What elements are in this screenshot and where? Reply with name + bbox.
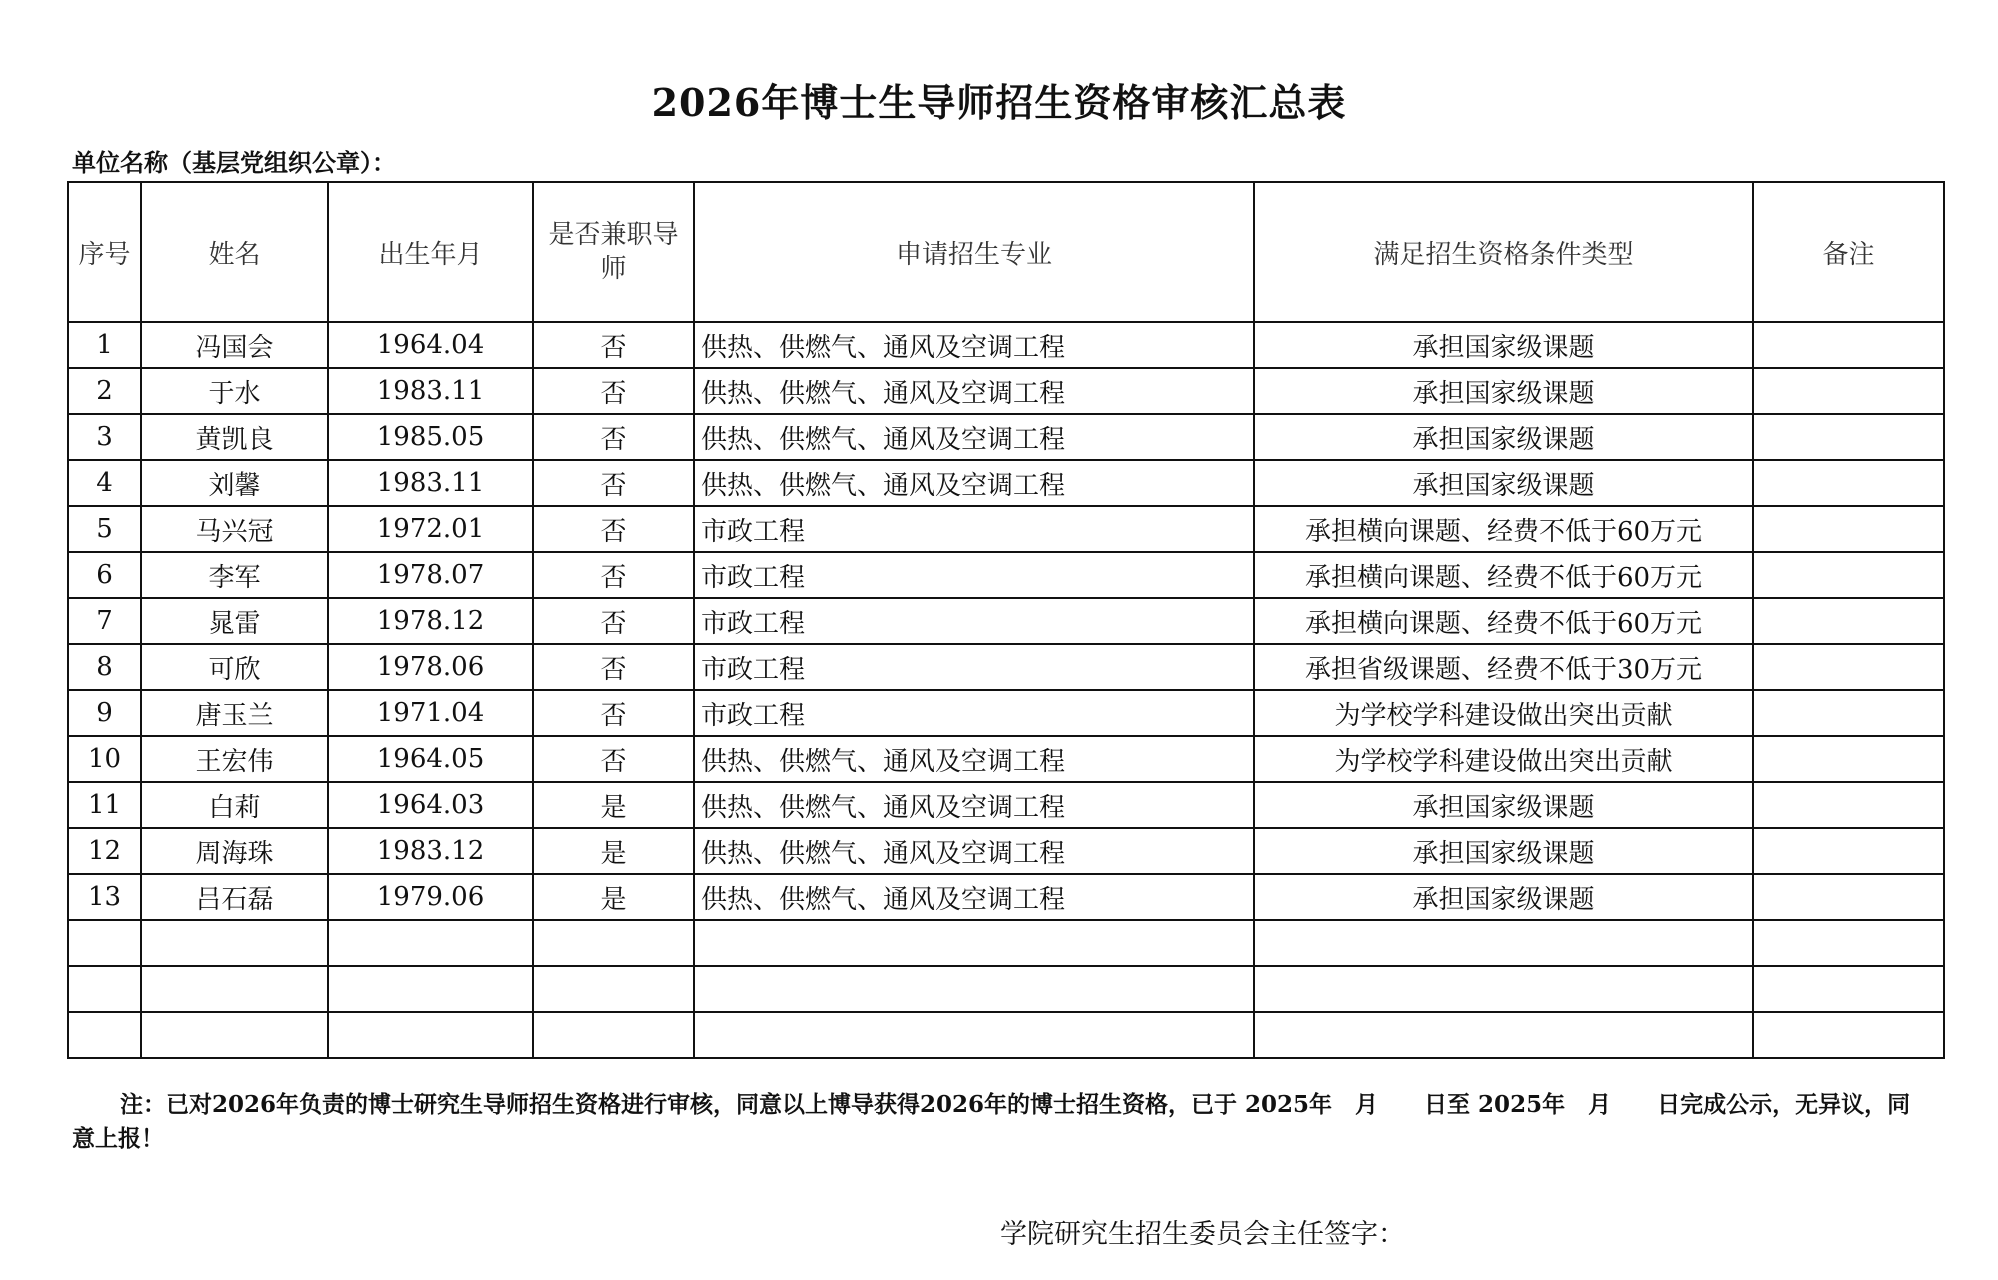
cell-condition: 承担省级课题、经费不低于30万元 bbox=[1254, 644, 1753, 690]
header-condition: 满足招生资格条件类型 bbox=[1254, 182, 1753, 322]
header-birth: 出生年月 bbox=[328, 182, 533, 322]
cell-birth: 1978.12 bbox=[328, 598, 533, 644]
cell-part-time bbox=[533, 1012, 694, 1058]
cell-part-time: 是 bbox=[533, 828, 694, 874]
table-row bbox=[68, 322, 1944, 368]
table-header bbox=[68, 182, 1944, 322]
cell-condition bbox=[1254, 1012, 1753, 1058]
cell-birth: 1978.07 bbox=[328, 552, 533, 598]
cell-index: 4 bbox=[68, 460, 141, 506]
cell-index: 1 bbox=[68, 322, 141, 368]
cell-major: 市政工程 bbox=[694, 598, 1254, 644]
cell-remark bbox=[1753, 644, 1944, 690]
cell-name: 刘馨 bbox=[141, 460, 328, 506]
cell-major: 供热、供燃气、通风及空调工程 bbox=[694, 322, 1254, 368]
cell-name: 王宏伟 bbox=[141, 736, 328, 782]
cell-major: 供热、供燃气、通风及空调工程 bbox=[694, 828, 1254, 874]
cell-name: 李军 bbox=[141, 552, 328, 598]
cell-condition: 承担横向课题、经费不低于60万元 bbox=[1254, 598, 1753, 644]
cell-index: 5 bbox=[68, 506, 141, 552]
table-row bbox=[68, 828, 1944, 874]
cell-condition bbox=[1254, 920, 1753, 966]
cell-birth bbox=[328, 966, 533, 1012]
cell-name bbox=[141, 920, 328, 966]
cell-remark bbox=[1753, 506, 1944, 552]
table-row bbox=[68, 506, 1944, 552]
table-row bbox=[68, 690, 1944, 736]
qualification-summary-table bbox=[67, 181, 1945, 1059]
cell-birth: 1979.06 bbox=[328, 874, 533, 920]
cell-major: 供热、供燃气、通风及空调工程 bbox=[694, 874, 1254, 920]
cell-birth: 1985.05 bbox=[328, 414, 533, 460]
cell-part-time: 否 bbox=[533, 414, 694, 460]
table-row bbox=[68, 920, 1944, 966]
cell-part-time: 否 bbox=[533, 460, 694, 506]
cell-birth: 1983.11 bbox=[328, 460, 533, 506]
cell-part-time: 是 bbox=[533, 874, 694, 920]
cell-index: 10 bbox=[68, 736, 141, 782]
cell-condition: 为学校学科建设做出突出贡献 bbox=[1254, 736, 1753, 782]
cell-condition: 承担国家级课题 bbox=[1254, 828, 1753, 874]
cell-birth: 1972.01 bbox=[328, 506, 533, 552]
header-remark: 备注 bbox=[1753, 182, 1944, 322]
cell-condition: 承担国家级课题 bbox=[1254, 782, 1753, 828]
cell-index: 8 bbox=[68, 644, 141, 690]
cell-part-time: 否 bbox=[533, 552, 694, 598]
cell-index: 13 bbox=[68, 874, 141, 920]
cell-part-time: 否 bbox=[533, 736, 694, 782]
cell-remark bbox=[1753, 966, 1944, 1012]
cell-major: 供热、供燃气、通风及空调工程 bbox=[694, 460, 1254, 506]
cell-index bbox=[68, 966, 141, 1012]
cell-remark bbox=[1753, 1012, 1944, 1058]
cell-major: 市政工程 bbox=[694, 506, 1254, 552]
cell-name: 于水 bbox=[141, 368, 328, 414]
cell-birth: 1964.03 bbox=[328, 782, 533, 828]
cell-part-time: 否 bbox=[533, 506, 694, 552]
cell-major: 市政工程 bbox=[694, 552, 1254, 598]
cell-remark bbox=[1753, 874, 1944, 920]
table-row bbox=[68, 460, 1944, 506]
cell-remark bbox=[1753, 322, 1944, 368]
cell-name: 马兴冠 bbox=[141, 506, 328, 552]
cell-index bbox=[68, 920, 141, 966]
cell-name: 黄凯良 bbox=[141, 414, 328, 460]
cell-condition: 承担横向课题、经费不低于60万元 bbox=[1254, 552, 1753, 598]
cell-major: 供热、供燃气、通风及空调工程 bbox=[694, 782, 1254, 828]
cell-remark bbox=[1753, 690, 1944, 736]
cell-index: 12 bbox=[68, 828, 141, 874]
cell-index: 11 bbox=[68, 782, 141, 828]
cell-index: 3 bbox=[68, 414, 141, 460]
cell-birth: 1978.06 bbox=[328, 644, 533, 690]
cell-birth: 1983.12 bbox=[328, 828, 533, 874]
table-row bbox=[68, 874, 1944, 920]
document-title: 2026年博士生导师招生资格审核汇总表 bbox=[651, 80, 1347, 125]
table-row bbox=[68, 1012, 1944, 1058]
cell-condition: 承担国家级课题 bbox=[1254, 414, 1753, 460]
cell-index bbox=[68, 1012, 141, 1058]
cell-condition: 承担横向课题、经费不低于60万元 bbox=[1254, 506, 1753, 552]
cell-name bbox=[141, 966, 328, 1012]
table-row bbox=[68, 414, 1944, 460]
cell-major bbox=[694, 1012, 1254, 1058]
cell-name: 吕石磊 bbox=[141, 874, 328, 920]
cell-remark bbox=[1753, 414, 1944, 460]
cell-remark bbox=[1753, 828, 1944, 874]
cell-remark bbox=[1753, 552, 1944, 598]
table-body bbox=[68, 322, 1944, 1058]
cell-remark bbox=[1753, 598, 1944, 644]
header-name: 姓名 bbox=[141, 182, 328, 322]
header-row bbox=[68, 182, 1944, 322]
cell-part-time: 否 bbox=[533, 690, 694, 736]
cell-part-time bbox=[533, 920, 694, 966]
cell-remark bbox=[1753, 368, 1944, 414]
cell-part-time: 否 bbox=[533, 644, 694, 690]
approval-note: 注：已对2026年负责的博士研究生导师招生资格进行审核，同意以上博导获得2026年的博士招生资格，已于 2025年 月 日至 2025年 月 日完成公示，无异议，同意上报！ bbox=[72, 1091, 1911, 1152]
cell-birth: 1964.04 bbox=[328, 322, 533, 368]
header-index: 序号 bbox=[68, 182, 141, 322]
cell-major: 供热、供燃气、通风及空调工程 bbox=[694, 368, 1254, 414]
cell-birth: 1971.04 bbox=[328, 690, 533, 736]
cell-remark bbox=[1753, 736, 1944, 782]
cell-name: 晁雷 bbox=[141, 598, 328, 644]
table-row bbox=[68, 644, 1944, 690]
cell-name bbox=[141, 1012, 328, 1058]
cell-part-time: 否 bbox=[533, 368, 694, 414]
table-row bbox=[68, 598, 1944, 644]
table-row bbox=[68, 736, 1944, 782]
cell-condition: 承担国家级课题 bbox=[1254, 368, 1753, 414]
cell-index: 9 bbox=[68, 690, 141, 736]
cell-part-time bbox=[533, 966, 694, 1012]
cell-name: 白莉 bbox=[141, 782, 328, 828]
cell-part-time: 否 bbox=[533, 598, 694, 644]
cell-condition: 承担国家级课题 bbox=[1254, 322, 1753, 368]
cell-major: 市政工程 bbox=[694, 644, 1254, 690]
table-row bbox=[68, 966, 1944, 1012]
cell-birth: 1964.05 bbox=[328, 736, 533, 782]
table-row bbox=[68, 552, 1944, 598]
cell-birth bbox=[328, 920, 533, 966]
header-major: 申请招生专业 bbox=[694, 182, 1254, 322]
cell-major: 供热、供燃气、通风及空调工程 bbox=[694, 414, 1254, 460]
table-row bbox=[68, 782, 1944, 828]
header-part-time: 是否兼职导师 bbox=[533, 182, 694, 322]
cell-birth bbox=[328, 1012, 533, 1058]
cell-condition: 为学校学科建设做出突出贡献 bbox=[1254, 690, 1753, 736]
cell-condition: 承担国家级课题 bbox=[1254, 874, 1753, 920]
cell-part-time: 是 bbox=[533, 782, 694, 828]
cell-major: 供热、供燃气、通风及空调工程 bbox=[694, 736, 1254, 782]
cell-name: 可欣 bbox=[141, 644, 328, 690]
unit-name-label: 单位名称（基层党组织公章）： bbox=[72, 148, 396, 177]
cell-remark bbox=[1753, 920, 1944, 966]
signature-label: 学院研究生招生委员会主任签字： bbox=[1000, 1219, 1405, 1250]
cell-part-time: 否 bbox=[533, 322, 694, 368]
cell-remark bbox=[1753, 460, 1944, 506]
cell-condition: 承担国家级课题 bbox=[1254, 460, 1753, 506]
cell-birth: 1983.11 bbox=[328, 368, 533, 414]
cell-name: 冯国会 bbox=[141, 322, 328, 368]
cell-major bbox=[694, 966, 1254, 1012]
cell-index: 2 bbox=[68, 368, 141, 414]
cell-major: 市政工程 bbox=[694, 690, 1254, 736]
cell-condition bbox=[1254, 966, 1753, 1012]
cell-major bbox=[694, 920, 1254, 966]
table-row bbox=[68, 368, 1944, 414]
cell-index: 7 bbox=[68, 598, 141, 644]
cell-name: 唐玉兰 bbox=[141, 690, 328, 736]
cell-name: 周海珠 bbox=[141, 828, 328, 874]
cell-remark bbox=[1753, 782, 1944, 828]
cell-index: 6 bbox=[68, 552, 141, 598]
